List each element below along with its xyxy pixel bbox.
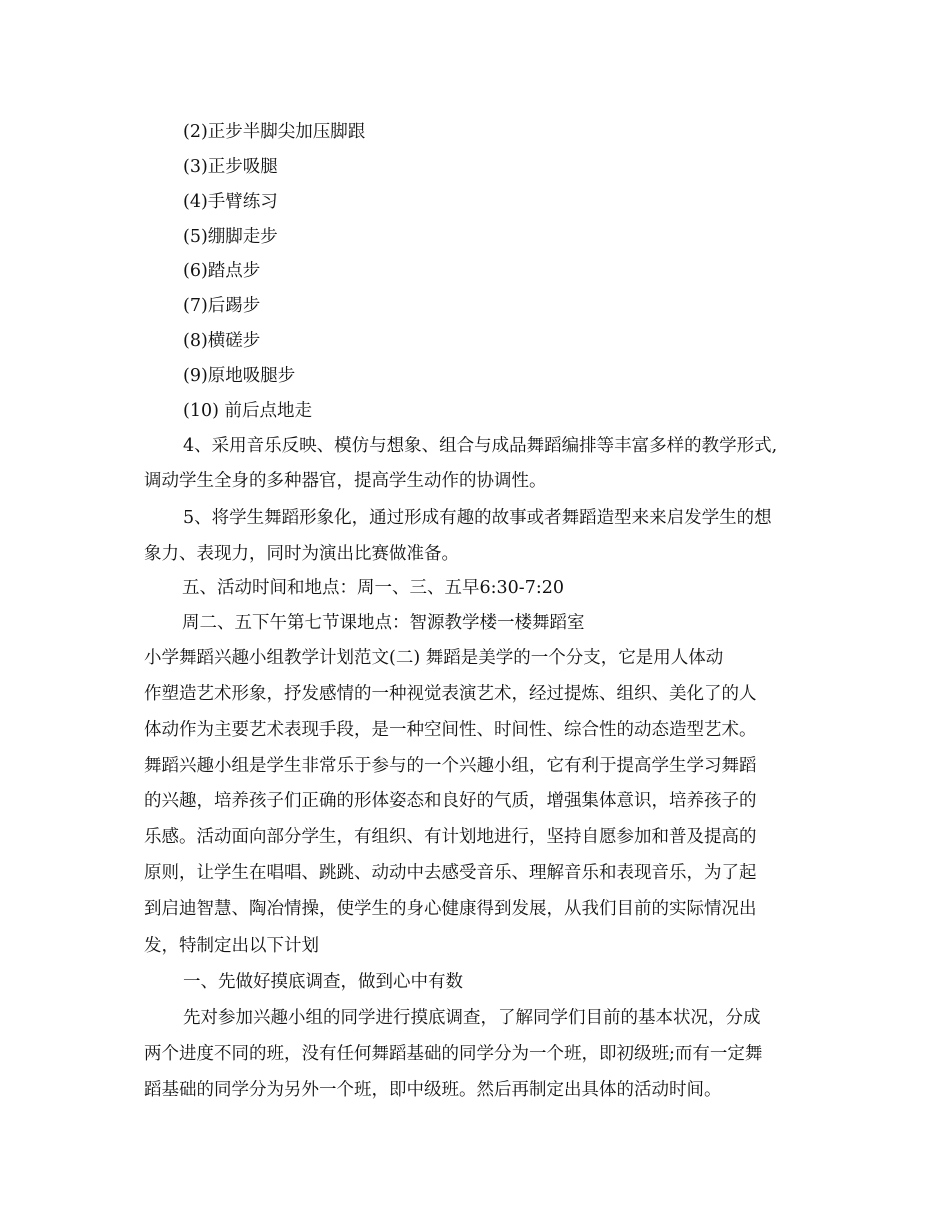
paragraph-line: 到启迪智慧、陶冶情操，使学生的身心健康得到发展，从我们目前的实际情况出 xyxy=(144,899,757,919)
paragraph-line: 调动学生全身的多种器官，提高学生动作的协调性。 xyxy=(144,471,547,491)
list-item: (3)正步吸腿 xyxy=(183,157,278,177)
paragraph-line: 两个进度不同的班，没有任何舞蹈基础的同学分为一个班，即初级班;而有一定舞 xyxy=(144,1044,763,1064)
paragraph-line: 的兴趣，培养孩子们正确的形体姿态和良好的气质，增强集体意识，培养孩子的 xyxy=(144,791,757,811)
list-item: (5)绷脚走步 xyxy=(183,227,278,247)
paragraph-line: 蹈基础的同学分为另外一个班，即中级班。然后再制定出具体的活动时间。 xyxy=(144,1080,722,1100)
paragraph-line: 4、采用音乐反映、模仿与想象、组合与成品舞蹈编排等丰富多样的教学形式, xyxy=(183,436,778,456)
section-heading: 五、活动时间和地点：周一、三、五早6:30-7:20 xyxy=(182,578,565,598)
paragraph-line: 周二、五下午第七节课地点：智源教学楼一楼舞蹈室 xyxy=(182,613,585,633)
list-item: (9)原地吸腿步 xyxy=(183,366,296,386)
paragraph-line: 象力、表现力，同时为演出比赛做准备。 xyxy=(144,544,459,564)
paragraph-line: 先对参加兴趣小组的同学进行摸底调查，了解同学们目前的基本状况，分成 xyxy=(183,1008,761,1028)
list-item: (6)踏点步 xyxy=(183,261,261,281)
list-item: (10) 前后点地走 xyxy=(183,401,312,421)
paragraph-line: 发，特制定出以下计划 xyxy=(144,936,319,956)
paragraph-line: 小学舞蹈兴趣小组教学计划范文(二) 舞蹈是美学的一个分支，它是用人体动 xyxy=(144,648,724,668)
paragraph-line: 舞蹈兴趣小组是学生非常乐于参与的一个兴趣小组，它有利于提高学生学习舞蹈 xyxy=(144,756,757,776)
paragraph-line: 5、将学生舞蹈形象化，通过形成有趣的故事或者舞蹈造型来来启发学生的想 xyxy=(183,508,772,528)
paragraph-line: 乐感。活动面向部分学生，有组织、有计划地进行，坚持自愿参加和普及提高的 xyxy=(144,827,757,847)
list-item: (4)手臂练习 xyxy=(183,192,278,212)
section-heading: 一、先做好摸底调查，做到心中有数 xyxy=(183,972,463,992)
paragraph-line: 作塑造艺术形象，抒发感情的一种视觉表演艺术，经过提炼、组织、美化了的人 xyxy=(144,684,757,704)
list-item: (7)后踢步 xyxy=(183,296,261,316)
list-item: (2)正步半脚尖加压脚跟 xyxy=(183,122,366,142)
paragraph-line: 原则，让学生在唱唱、跳跳、动动中去感受音乐、理解音乐和表现音乐，为了起 xyxy=(144,863,757,883)
paragraph-line: 体动作为主要艺术表现手段，是一种空间性、时间性、综合性的动态造型艺术。 xyxy=(144,720,757,740)
list-item: (8)横磋步 xyxy=(183,331,261,351)
